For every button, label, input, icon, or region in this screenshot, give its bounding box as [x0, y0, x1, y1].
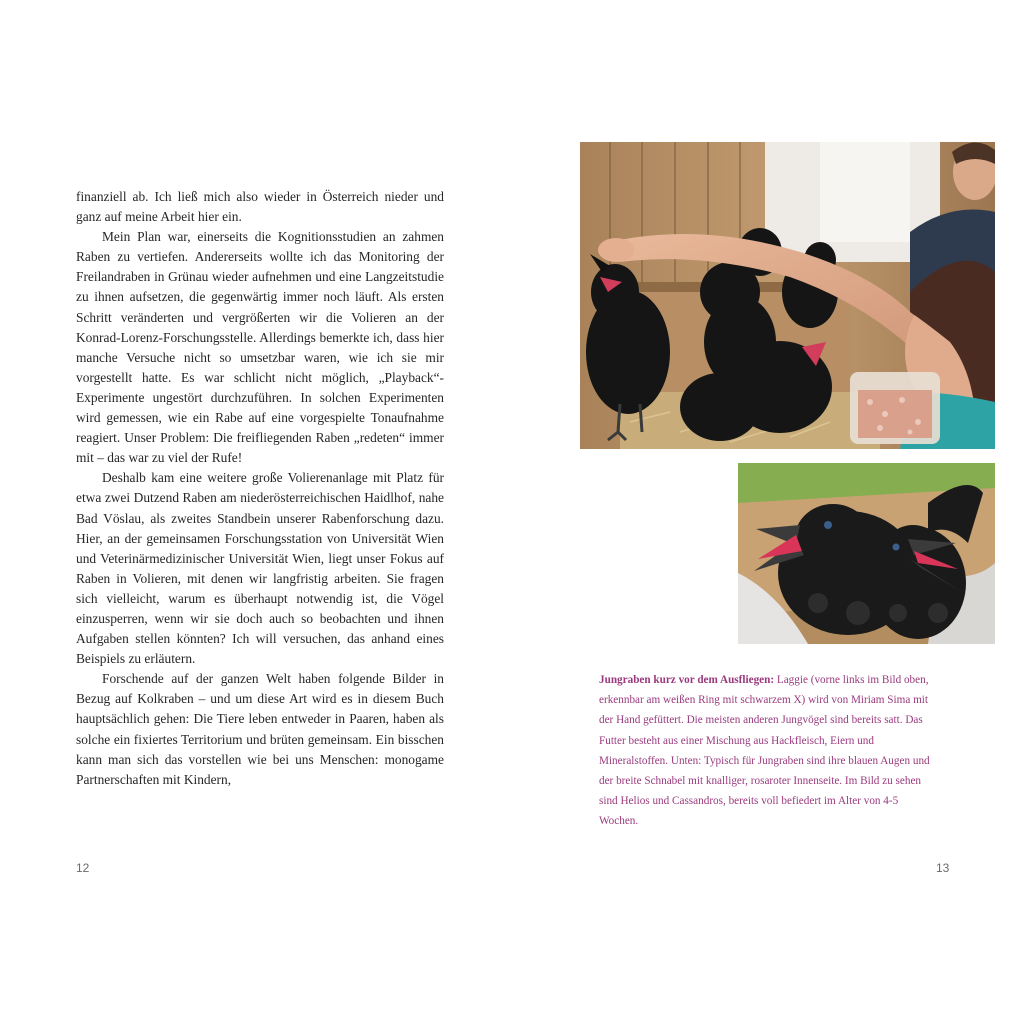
page-number-left: 12	[76, 861, 90, 875]
paragraph: Mein Plan war, einerseits die Kognitionsstudien an zahmen Raben zu vertiefen. Andererseits wollte ich das Monitoring der Freilandraben in Grünau wieder aufnehmen und eine Langzeitstudie zu ihnen aufsetzen, die gegenwärtig immer noch läuft. Als ersten Schritt veränderten und vergrößerten wir die Volieren an der Konrad-Lorenz-Forschungsstelle. Allerdings bemerkte ich, dass hier manche Versuche nicht so umsetzbar waren, wie ich sie mir vorgestellt hatte. Es war schlicht nicht möglich, „Playback“-Experimente ungestört durchzuführen. In solchen Experimenten wird gemessen, wie ein Rabe auf eine vorgespielte Tonaufnahme reagiert. Unser Problem: Die freifliegenden Raben „redeten“ immer mit – das war zu viel der Rufe!	[76, 229, 444, 466]
paragraph: Forschende auf der ganzen Welt haben folgende Bilder in Bezug auf Kolkraben – und um diese Art wird es in diesem Buch hauptsächlich gehen: Die Tiere leben entweder in Paaren, haben als solche ein fixiertes Territorium und brüten gemeinsam. Ein bisschen kann man sich das vorstellen wie bei uns Menschen: monogame Partnerschaften mit Kindern,	[76, 671, 444, 787]
photo-young-ravens-open-beaks	[738, 463, 995, 644]
photo-feeding-ravens	[580, 142, 995, 449]
page-number-right: 13	[936, 861, 950, 875]
photo-caption	[599, 670, 939, 832]
caption-lead: Jungraben kurz vor dem Ausfliegen:	[599, 674, 775, 686]
paragraph: Deshalb kam eine weitere große Volierenanlage mit Platz für etwa zwei Dutzend Raben am niederösterreichischen Haidlhof, nahe Bad Vöslau, als zweites Standbein unserer Rabenforschung dazu. Hier, an der gemeinsamen Forschungsstation von Universität Wien und Veterinärmedizinischer Universität Wien, liegt unser Fokus auf Raben in Volieren, mit denen wir langfristig arbeiten. Sie fragen sich vielleicht, warum es überhaupt notwendig ist, die Vögel einzusperren, wenn wir sie doch auch so beobachten und ihnen Aufgaben stellen könnten? Ich will versuchen, das anhand eines Beispiels zu erläutern.	[76, 470, 444, 667]
caption-text: Laggie (vorne links im Bild oben, erkennbar am weißen Ring mit schwarzem X) wird von Miriam Sima mit der Hand gefüttert. Die meisten anderen Jungvögel sind bereits satt. Das Futter besteht aus einer Mischung aus Hackfleisch, Eiern und Mineralstoffen. Unten: Typisch für Jungraben sind ihre blauen Augen und der breite Schnabel mit knalliger, rosaroter Innenseite. Im Bild zu sehen sind Helios und Cassandros, bereits voll befiedert im Alter von 4-5 Wochen.	[599, 674, 930, 828]
left-page-body	[76, 187, 444, 790]
paragraph: finanziell ab. Ich ließ mich also wieder in Österreich nieder und ganz auf meine Arbeit hier ein.	[76, 189, 444, 225]
